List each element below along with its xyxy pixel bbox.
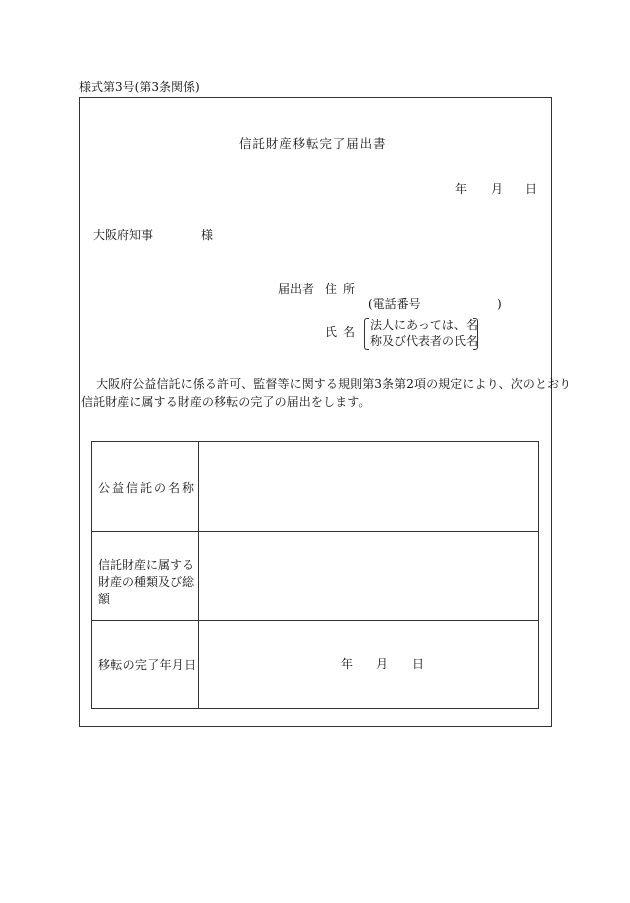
completion-date-month-label: 月 (376, 657, 389, 671)
document-title: 信託財産移転完了届出書 (239, 136, 387, 151)
name-note-left-bracket (364, 318, 369, 350)
phone-label: (電話番号 (368, 297, 421, 311)
body-text-line-1: 大阪府公益信託に係る許可、監督等に関する規則第3条第2項の規定により、次のとおり (96, 377, 572, 391)
name-note-line-2: 称及び代表者の氏名 (370, 334, 479, 348)
form-number-label: 様式第3号(第3条関係) (79, 80, 200, 94)
body-text-line-2: 信託財産に属する財産の移転の完了の届出をします。 (81, 395, 371, 409)
table-row-label-property-type-total: 信託財産に属する財産の種類及び総額 (98, 558, 195, 606)
date-month-label: 月 (491, 182, 504, 196)
table-row-label-completion-date: 移転の完了年月日 (98, 658, 197, 672)
table-row-divider (92, 620, 538, 621)
completion-date-year-label: 年 (341, 657, 354, 671)
name-label: 氏名 (325, 325, 362, 339)
table-column-divider (198, 442, 199, 708)
addressee: 大阪府知事 (93, 228, 154, 242)
table-row-label-trust-name: 公益信託の名称 (98, 481, 197, 495)
date-year-label: 年 (455, 182, 468, 196)
date-day-label: 日 (525, 182, 538, 196)
addressee-honorific: 様 (201, 228, 214, 242)
details-table (91, 441, 539, 709)
phone-close-paren: ) (497, 297, 502, 311)
table-row-divider (92, 531, 538, 532)
notifier-label: 届出者 (278, 282, 315, 296)
address-label: 住所 (325, 282, 362, 296)
name-note-line-1: 法人にあっては、名 (370, 318, 478, 332)
completion-date-day-label: 日 (412, 657, 425, 671)
name-note-right-bracket (473, 318, 478, 350)
